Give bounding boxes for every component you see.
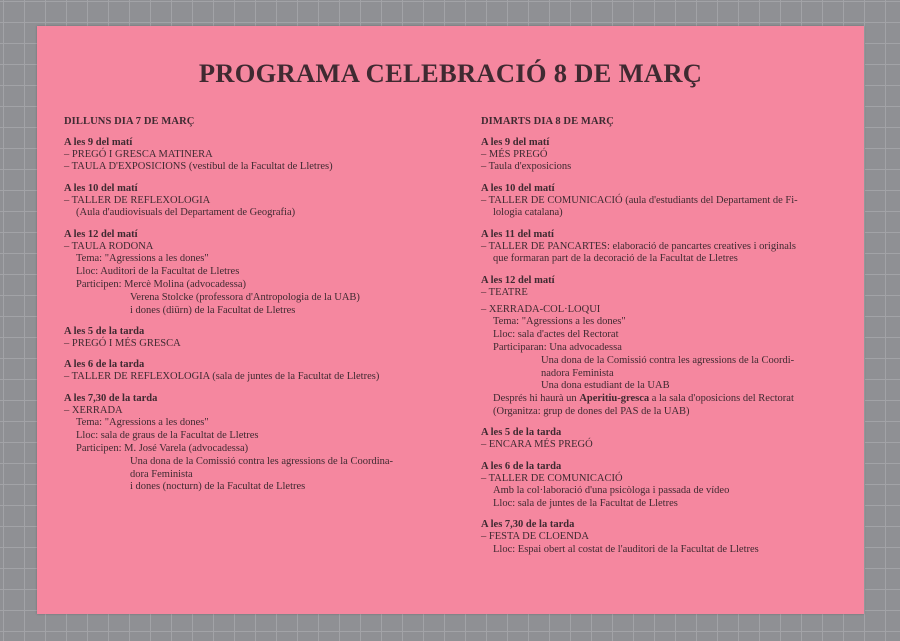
schedule-slot: [64, 228, 439, 318]
slot-line: – PREGÓ I MÉS GRESCA: [64, 337, 181, 349]
slot-time: A les 10 del matí: [64, 182, 138, 194]
tuesday-column: [481, 116, 847, 565]
slot-line: – PREGÓ I GRESCA MATINERA: [64, 148, 213, 160]
slot-line: – TAULA RODONA: [64, 240, 154, 252]
slot-time: A les 6 de la tarda: [481, 460, 562, 472]
slot-line: – TAULA D'EXPOSICIONS (vestíbul de la Facultat de Lletres): [64, 161, 333, 173]
schedule-slot: [481, 274, 847, 419]
aperitiu-prefix: Després hi haurà un: [493, 393, 580, 405]
schedule-slot: [64, 182, 439, 221]
schedule-slot: [481, 136, 847, 175]
slot-line: dora Feminista: [130, 468, 193, 480]
slot-line: nadora Feminista: [541, 367, 614, 379]
schedule-slot: [64, 358, 439, 384]
slot-time: A les 5 de la tarda: [64, 325, 145, 337]
slot-line: que formaran part de la decoració de la Facultat de Lletres: [493, 253, 738, 265]
slot-line: Lloc: sala de graus de la Facultat de Lletres: [76, 430, 259, 442]
slot-line: Amb la col·laboració d'una psicòloga i passada de vídeo: [493, 485, 730, 497]
schedule-slot: [481, 426, 847, 452]
slot-line: Verena Stolcke (professora d'Antropologia de la UAB): [130, 291, 360, 303]
slot-line: (Aula d'audiovisuals del Departament de Geografia): [76, 207, 296, 219]
schedule-slot: [481, 460, 847, 511]
slot-line: Lloc: Espai obert al costat de l'auditori de la Facultat de Lletres: [493, 544, 759, 556]
slot-line: – TALLER DE REFLEXOLOGIA: [64, 194, 211, 206]
aperitiu-suffix: a la sala d'oposicions del Rectorat: [649, 393, 794, 405]
slot-time: A les 11 del matí: [481, 228, 554, 240]
slot-line: – TALLER DE PANCARTES: elaboració de pancartes creatives i originals: [481, 240, 796, 252]
schedule-slot: [481, 518, 847, 557]
slot-line: – TALLER DE REFLEXOLOGIA (sala de juntes de la Facultat de Lletres): [64, 371, 380, 383]
slot-line: Participen: M. José Varela (advocadessa): [76, 442, 249, 454]
slot-time: A les 12 del matí: [64, 228, 138, 240]
slot-line: Una dona estudiant de la UAB: [541, 380, 670, 392]
slot-time: A les 7,30 de la tarda: [64, 392, 158, 404]
slot-line: Tema: "Agressions a les dones": [76, 417, 209, 429]
slot-time: A les 9 del matí: [481, 136, 550, 148]
slot-line: – XERRADA-COL·LOQUI: [481, 303, 601, 315]
slot-line: Lloc: sala de juntes de la Facultat de Lletres: [493, 498, 678, 510]
slot-line: i dones (diürn) de la Facultat de Lletres: [130, 304, 296, 316]
slot-line: – FESTA DE CLOENDA: [481, 531, 589, 543]
monday-column: [64, 116, 439, 502]
slot-line: i dones (nocturn) de la Facultat de Lletres: [130, 481, 306, 493]
slot-line: [481, 393, 847, 406]
slot-line: Participaran: Una advocadessa: [493, 341, 622, 353]
day-heading-tuesday: DIMARTS DIA 8 DE MARÇ: [481, 116, 614, 127]
slot-line: Una dona de la Comissió contra les agressions de la Coordi-: [541, 354, 795, 366]
schedule-slot: [481, 228, 847, 267]
schedule-slot: [64, 325, 439, 351]
slot-line: Lloc: sala d'actes del Rectorat: [493, 329, 619, 341]
slot-line: Lloc: Auditori de la Facultat de Lletres: [76, 266, 240, 278]
page-title: PROGRAMA CELEBRACIÓ 8 DE MARÇ: [198, 58, 703, 88]
slot-line: – Taula d'exposicions: [481, 161, 572, 173]
schedule-slot: [64, 392, 439, 495]
slot-line: Tema: "Agressions a les dones": [76, 253, 209, 265]
slot-time: A les 10 del matí: [481, 182, 555, 194]
slot-time: A les 7,30 de la tarda: [481, 519, 575, 531]
aperitiu-highlight: Aperitiu-gresca: [579, 393, 650, 405]
slot-time: A les 5 de la tarda: [481, 427, 562, 439]
schedule-slot: [64, 136, 439, 175]
slot-line: Participen: Mercè Molina (advocadessa): [76, 279, 246, 291]
slot-time: A les 12 del matí: [481, 274, 555, 286]
program-card: [37, 26, 864, 614]
slot-line: – XERRADA: [64, 404, 123, 416]
slot-time: A les 9 del matí: [64, 136, 133, 148]
slot-line: Una dona de la Comissió contra les agressions de la Coordina-: [130, 455, 394, 467]
slot-time: A les 6 de la tarda: [64, 359, 145, 371]
slot-line: – TALLER DE COMUNICACIÓ (aula d'estudiants del Departament de Fi-: [481, 194, 798, 206]
slot-line: (Organitza: grup de dones del PAS de la UAB): [493, 405, 690, 417]
slot-line: – TALLER DE COMUNICACIÓ: [481, 472, 623, 484]
slot-line: Tema: "Agressions a les dones": [493, 316, 626, 328]
schedule-slot: [481, 182, 847, 221]
slot-line: – ENCARA MÉS PREGÓ: [481, 439, 593, 451]
slot-line: – TEATRE: [481, 286, 528, 298]
day-heading-monday: DILLUNS DIA 7 DE MARÇ: [64, 116, 195, 127]
slot-line: lologia catalana): [493, 207, 563, 219]
slot-line: – MÉS PREGÓ: [481, 148, 548, 160]
